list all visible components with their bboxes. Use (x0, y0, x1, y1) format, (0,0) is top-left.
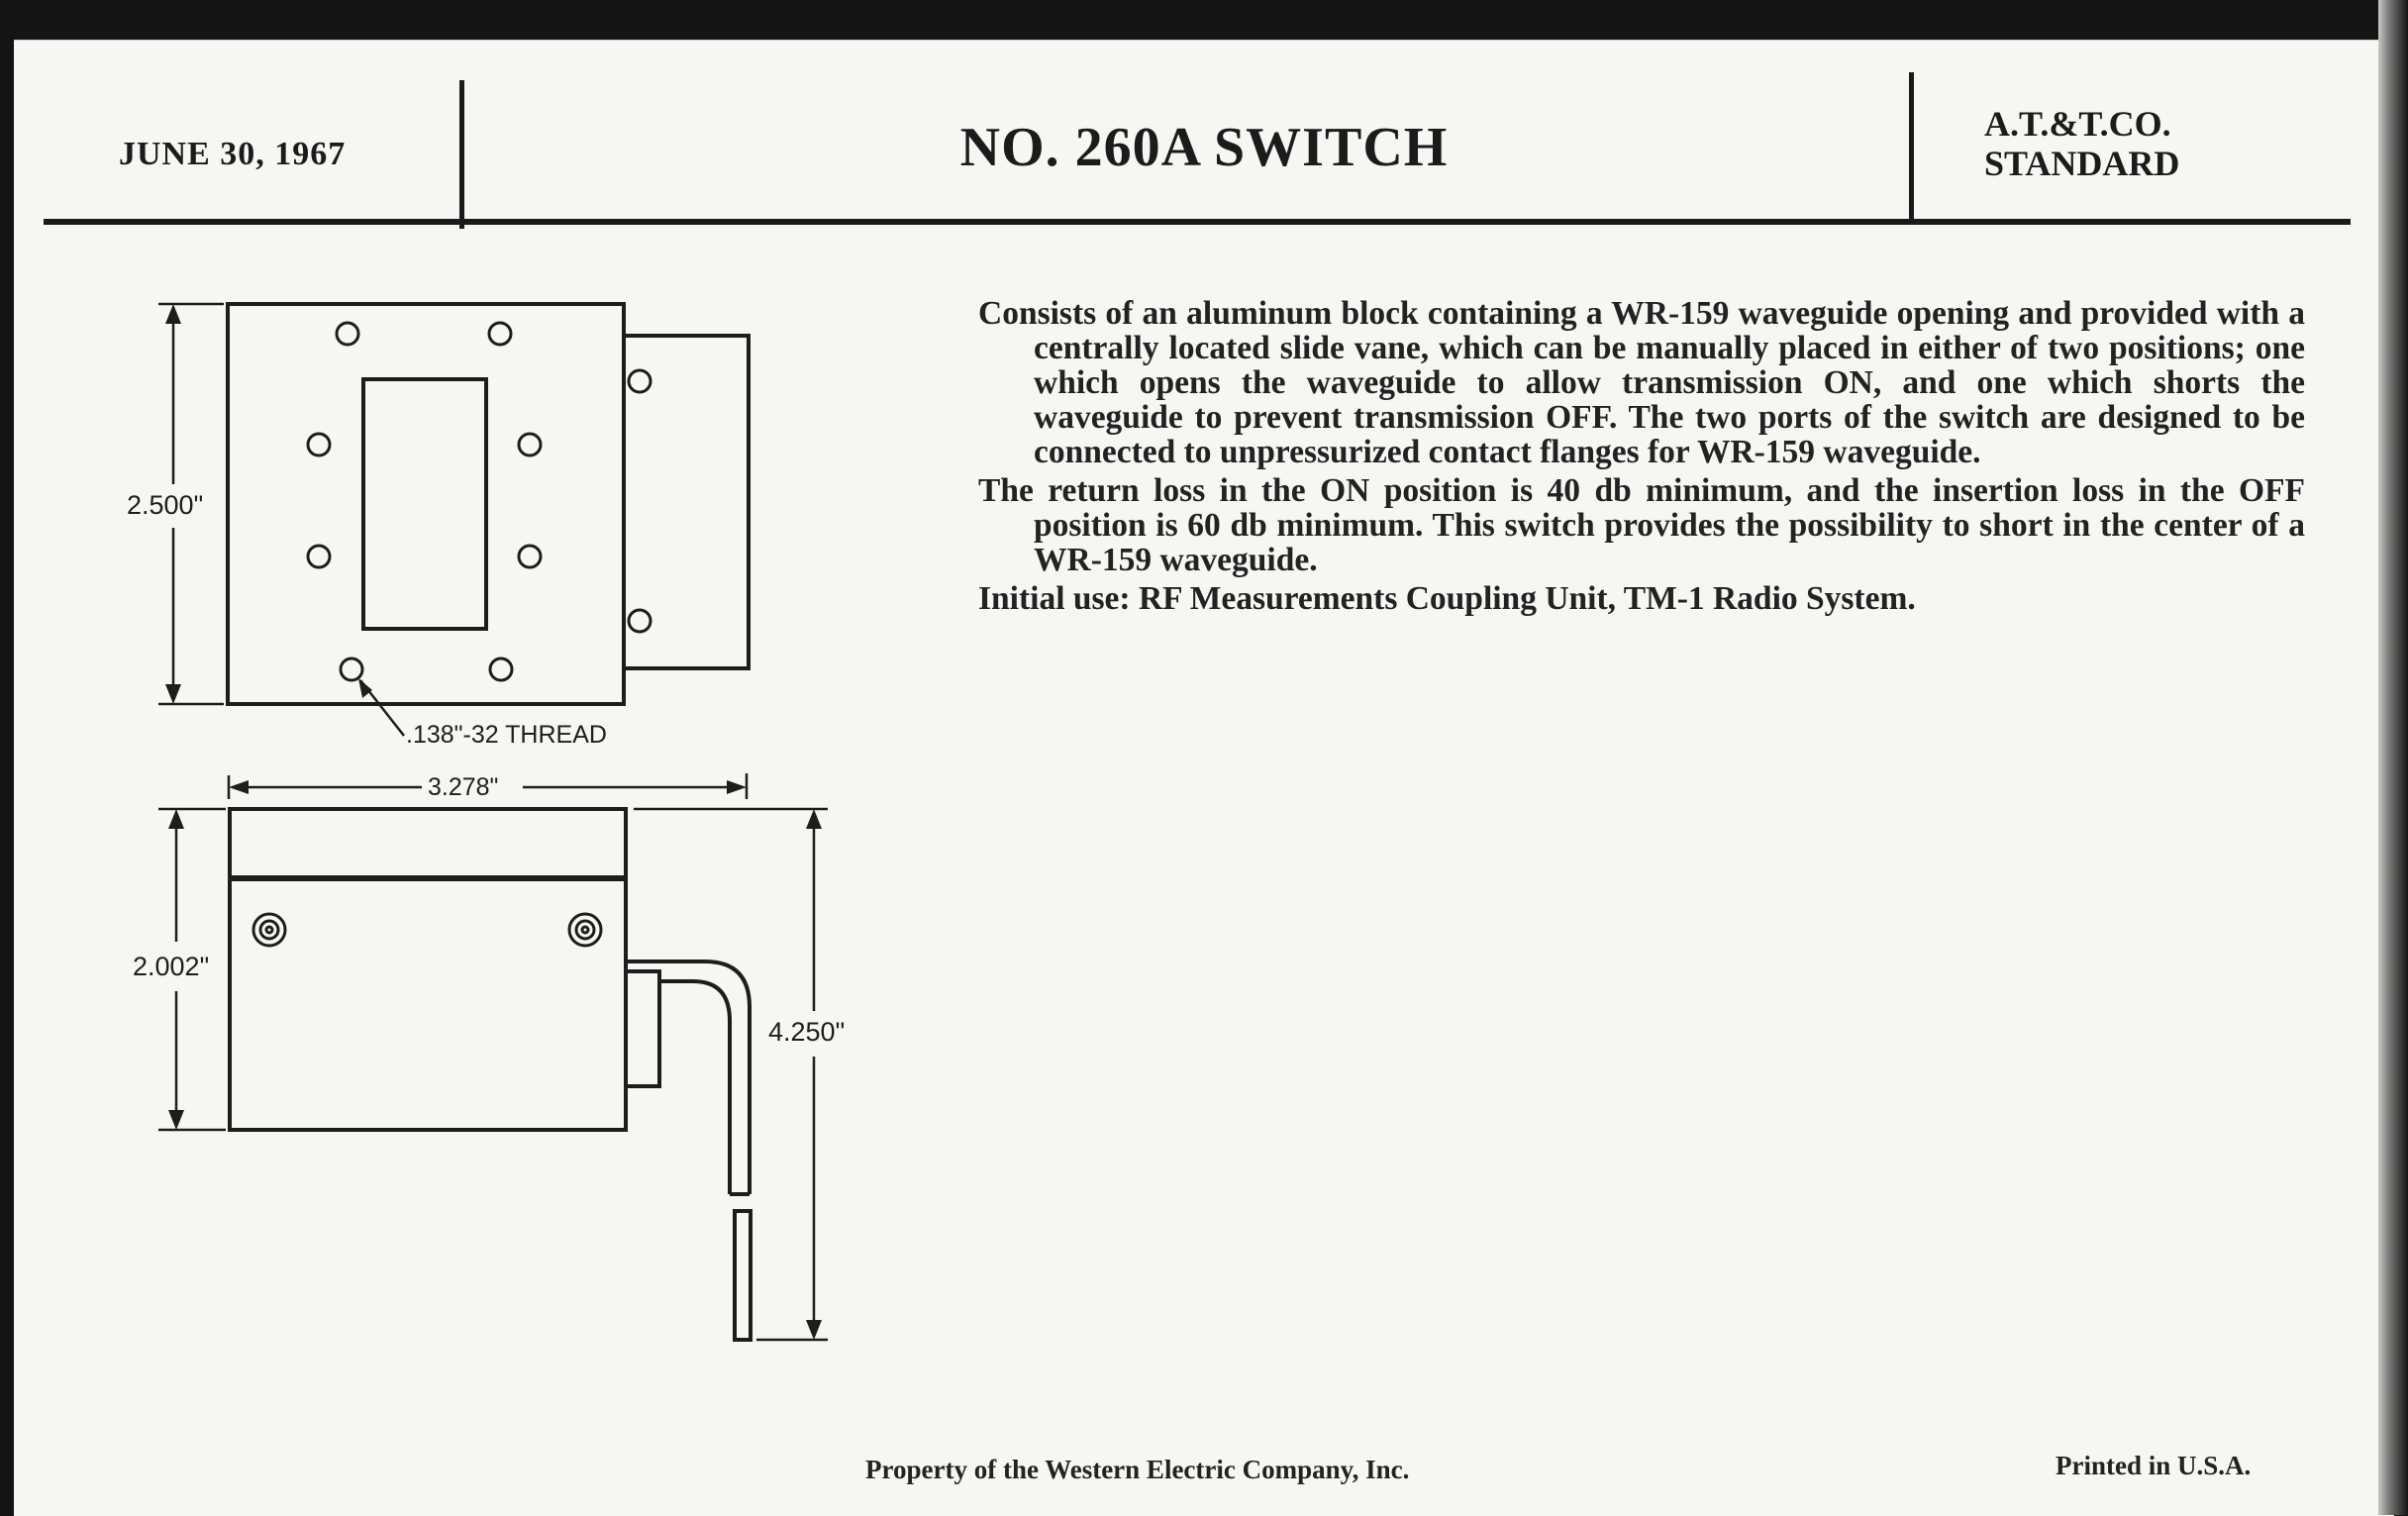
issue-date: JUNE 30, 1967 (119, 136, 347, 172)
description (978, 296, 2305, 620)
hole (341, 658, 362, 680)
hole (490, 658, 512, 680)
screw (260, 921, 278, 939)
top-view-block (228, 304, 624, 704)
side-view-body (230, 809, 626, 1130)
screw (253, 914, 285, 946)
screw (569, 914, 601, 946)
page-title: NO. 260A SWITCH (959, 117, 1449, 178)
port-block (626, 971, 659, 1086)
description-paragraph-3: Initial use: RF Measurements Coupling Unit, TM-1 Radio System. (978, 580, 1916, 617)
hole (308, 434, 330, 455)
description-paragraph-2: The return loss in the ON position is 40 db minimum, and the insertion loss in the OFF position is 60 db minimum. This switch provides the possibility to short in the center of a WR-159 waveguide. (978, 472, 2305, 578)
screw (582, 927, 588, 933)
standard-line-2: STANDARD (1984, 144, 2180, 183)
hole (308, 546, 330, 567)
dim-2002-label: 2.002" (133, 952, 210, 981)
standard-mark (1984, 104, 2180, 183)
scan-edge (2378, 0, 2408, 1515)
hole (629, 610, 651, 632)
thread-note: .138"-32 THREAD (406, 721, 607, 749)
switch-drawing (14, 41, 1004, 1486)
description-paragraph-1: Consists of an aluminum block containing a WR-159 waveguide opening and provided with a centrally located slide vane, which can be manually placed in either of two positions; one which opens the waveguide to allow transmission ON, and one which shorts the waveguide to prevent transmission OFF. The two ports of the switch are designed to be connected to unpressurized contact flanges for WR-159 waveguide. (978, 295, 2305, 470)
side-flange (624, 336, 749, 668)
hole (629, 370, 651, 392)
hole (519, 434, 541, 455)
dim-2500-label: 2.500" (127, 490, 204, 520)
hole (337, 323, 358, 345)
hole (519, 546, 541, 567)
header-divider-right (1909, 72, 1914, 221)
dim-4250-label: 4.250" (768, 1017, 846, 1047)
footer-printed: Printed in U.S.A. (2056, 1451, 2252, 1480)
spec-card (14, 40, 2394, 1516)
hole (489, 323, 511, 345)
screw (266, 927, 272, 933)
standard-line-1: A.T.&T.CO. (1984, 104, 2171, 144)
waveguide-opening (363, 379, 486, 629)
waveguide-tube (626, 961, 750, 1194)
tube-end (735, 1211, 751, 1340)
dim-3278-label: 3.278" (428, 773, 499, 801)
screw (576, 921, 594, 939)
footer-property: Property of the Western Electric Company, Inc. (865, 1455, 1410, 1484)
